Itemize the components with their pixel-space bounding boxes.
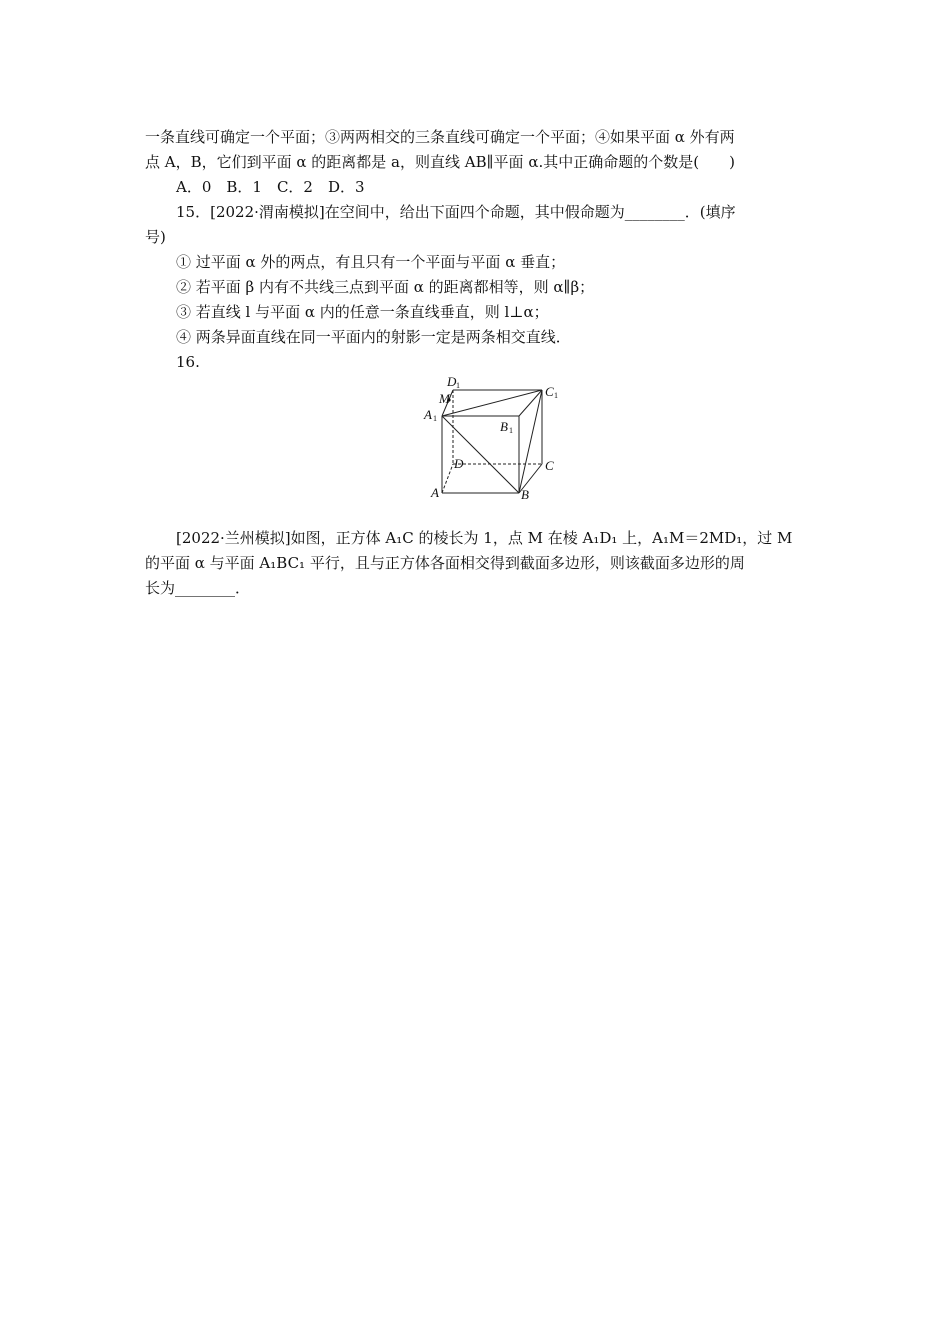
- proposition-2: ② 若平面 β 内有不共线三点到平面 α 的距离都相等，则 α∥β；: [176, 278, 595, 296]
- label-a1-sub: 1: [433, 414, 437, 423]
- proposition-1: ① 过平面 α 外的两点，有且只有一个平面与平面 α 垂直；: [176, 253, 566, 271]
- edge-c1-b1: [519, 390, 542, 416]
- problem-14-text-line-2: 点 A，B，它们到平面 α 的距离都是 a，则直线 AB∥平面 α.其中正确命题的个数是( ): [145, 153, 735, 171]
- label-d1-sub: 1: [456, 381, 460, 390]
- problem-16-number: 16.: [176, 353, 200, 371]
- label-b: B: [521, 487, 529, 502]
- diag-c1-b: [519, 390, 542, 493]
- edge-a-d: [442, 464, 453, 493]
- label-c1: C: [545, 384, 554, 399]
- label-d: D: [454, 456, 464, 471]
- problem-14-text-line-1: 一条直线可确定一个平面；③两两相交的三条直线可确定一个平面；④如果平面 α 外有两: [145, 128, 735, 146]
- problem-16-text-line-2: 的平面 α 与平面 A₁BC₁ 平行，且与正方体各面相交得到截面多边形，则该截面多边形的周: [145, 554, 745, 572]
- problem-14-choices: A．0 B．1 C．2 D．3: [176, 178, 365, 196]
- diag-a1-c1: [442, 390, 542, 416]
- problem-16-text-line-3: 长为________．: [145, 579, 251, 597]
- label-m: M: [439, 391, 450, 406]
- problem-15-stem: 15．[2022·渭南模拟]在空间中，给出下面四个命题，其中假命题为________．(填序: [176, 203, 736, 221]
- label-d1: D: [447, 374, 457, 389]
- label-a1: A: [424, 407, 432, 422]
- label-b1-sub: 1: [509, 426, 513, 435]
- label-c: C: [545, 458, 554, 473]
- proposition-4: ④ 两条异面直线在同一平面内的射影一定是两条相交直线．: [176, 328, 571, 346]
- proposition-3: ③ 若直线 l 与平面 α 内的任意一条直线垂直，则 l⊥α；: [176, 303, 549, 321]
- problem-15-stem-cont: 号): [145, 228, 166, 246]
- problem-16-text-line-1: [2022·兰州模拟]如图，正方体 A₁C 的棱长为 1，点 M 在棱 A₁D₁ 上，A₁M＝2MD₁，过 M: [176, 529, 793, 547]
- label-a: A: [431, 485, 439, 500]
- cube-figure: [420, 368, 570, 508]
- label-b1: B: [500, 419, 508, 434]
- label-c1-sub: 1: [554, 391, 558, 400]
